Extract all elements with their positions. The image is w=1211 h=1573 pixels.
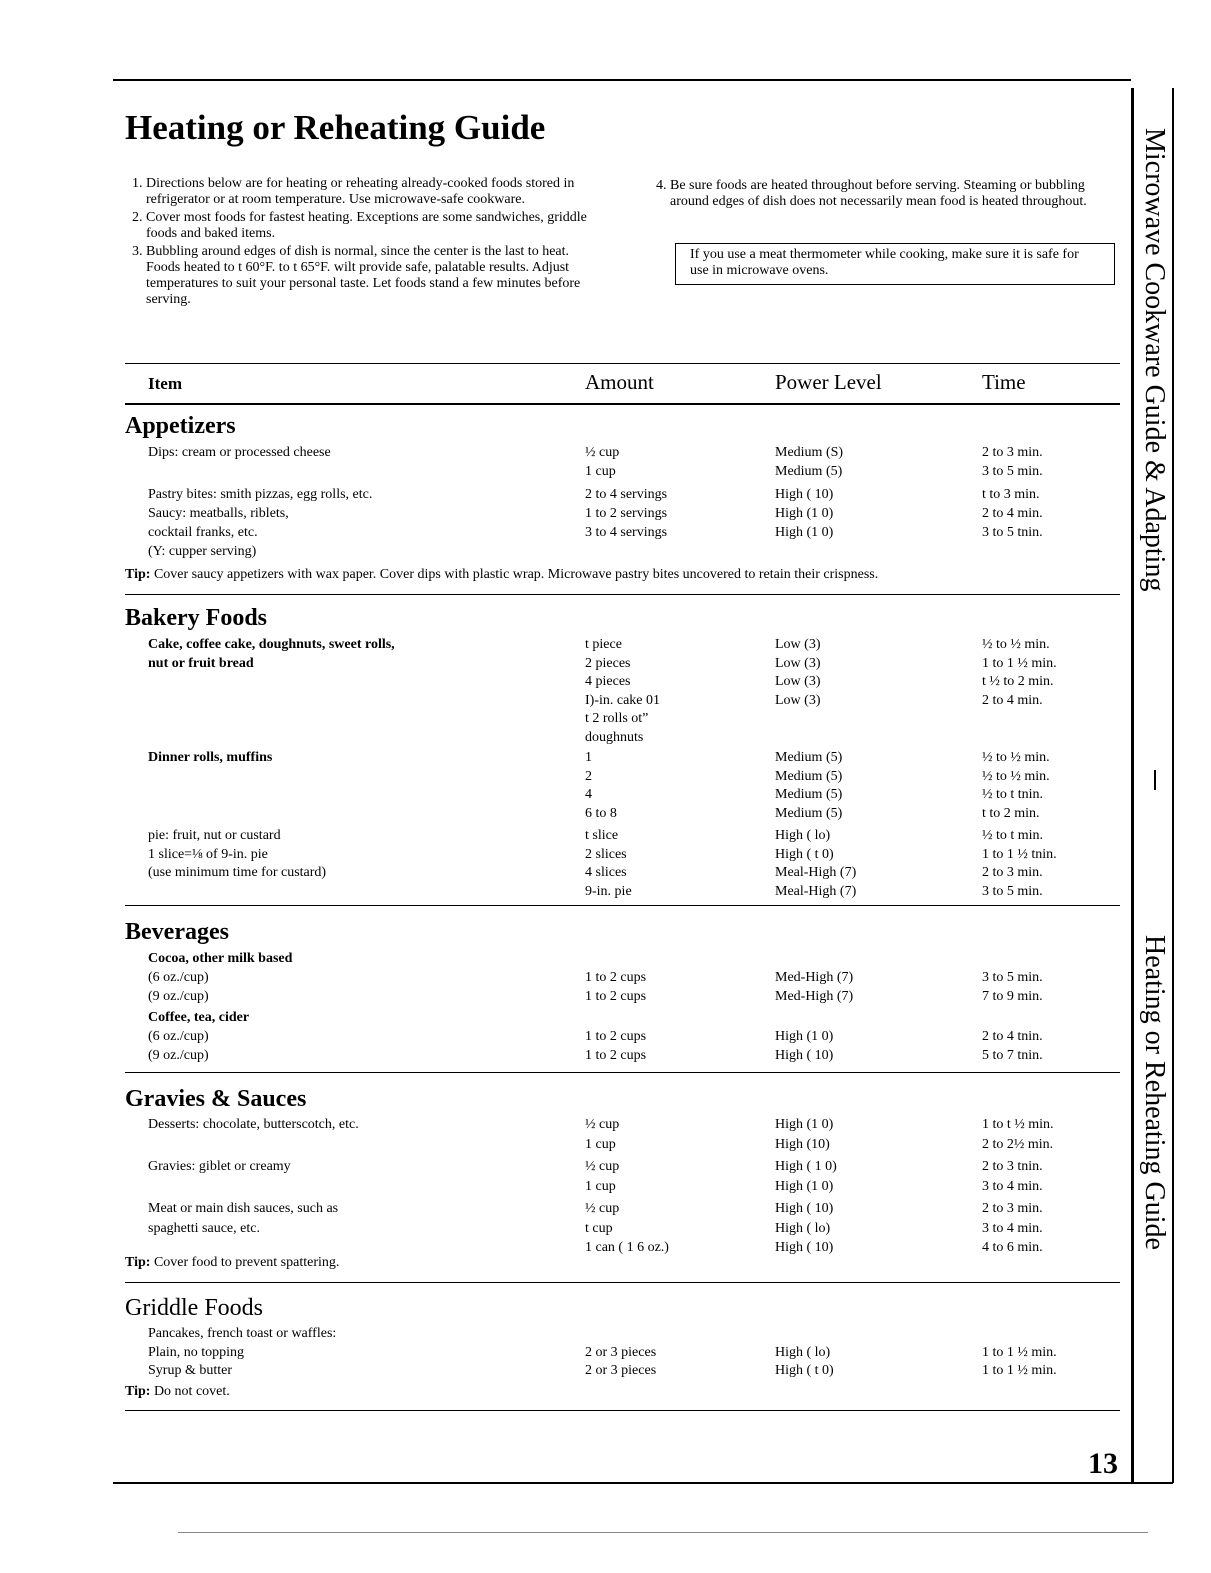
cell-power: Medium (5) — [775, 805, 843, 821]
cell-amount: 1 to 2 servings — [585, 506, 668, 521]
tip-gravies — [125, 1255, 339, 1271]
cell-item: Coffee, tea, cider — [148, 1010, 250, 1025]
cell-item: Syrup & butter — [148, 1363, 232, 1378]
cell-amount: 3 to 4 servings — [585, 525, 668, 540]
cell-time: t ½ to 2 min. — [982, 674, 1054, 689]
cell-amount: 1 to 2 cups — [585, 1029, 647, 1044]
cell-power: High ( 10) — [775, 1048, 834, 1063]
cell-item: (Y: cupper serving) — [148, 544, 257, 559]
cell-time: ½ to ½ min. — [982, 768, 1050, 784]
cell-amount: 2 or 3 pieces — [585, 1344, 657, 1360]
cell-item: cocktail franks, etc. — [148, 525, 258, 540]
section-rule — [125, 1410, 1120, 1411]
cell-power: Medium (5) — [775, 768, 843, 784]
cell-amount: 4 pieces — [585, 674, 631, 689]
cell-time: 2 to 3 min. — [982, 1201, 1043, 1216]
cell-amount: 1 — [585, 750, 592, 765]
cell-power: High ( t 0) — [775, 1363, 834, 1378]
cell-item: Gravies: giblet or creamy — [148, 1159, 291, 1174]
cell-time: 1 to 1 ½ min. — [982, 1363, 1057, 1378]
intro-right — [652, 178, 1114, 212]
cell-amount: 2 slices — [585, 846, 627, 862]
cell-amount: 4 slices — [585, 865, 627, 880]
cell-time: ½ to t tnin. — [982, 787, 1044, 802]
cell-item: nut or fruit bread — [148, 655, 254, 671]
cell-power: Low (3) — [775, 674, 821, 689]
cell-item: Desserts: chocolate, butterscotch, etc. — [148, 1117, 359, 1132]
cell-time: 2 to 3 min. — [982, 445, 1043, 460]
cell-item: Cake, coffee cake, doughnuts, sweet rolls, — [148, 637, 395, 652]
cell-power: High ( 10) — [775, 1240, 834, 1255]
cell-power: High ( lo) — [775, 828, 831, 843]
cell-power: High ( t 0) — [775, 846, 834, 862]
cell-item: (use minimum time for custard) — [148, 865, 327, 880]
cell-amount: 1 to 2 cups — [585, 1048, 647, 1063]
cell-time: t to 2 min. — [982, 805, 1040, 821]
tip-griddle — [125, 1384, 230, 1400]
cell-power: Medium (5) — [775, 787, 843, 802]
footer-rule — [178, 1532, 1148, 1533]
cell-amount: 1 cup — [585, 464, 616, 479]
column-header-item: Item — [148, 374, 182, 393]
cell-time: 3 to 5 min. — [982, 464, 1043, 479]
intro-item-1: 1. Directions below are for heating or reheating already-cooked foods stored in refrigerator or at room temperature. Use microwave-safe cookware. — [146, 176, 590, 208]
cell-item: Dips: cream or processed cheese — [148, 445, 331, 460]
top-rule — [113, 79, 1131, 81]
intro-item-2: 2. Cover most foods for fastest heating. Exceptions are some sandwiches, griddle foods and baked items. — [146, 210, 590, 242]
cell-item: 1 slice=⅛ of 9-in. pie — [148, 846, 268, 862]
cell-time: 2 to 3 min. — [982, 865, 1043, 880]
cell-amount: 1 can ( 1 6 oz.) — [585, 1240, 669, 1255]
cell-time: 3 to 4 min. — [982, 1178, 1043, 1194]
cell-time: ½ to ½ min. — [982, 750, 1050, 765]
cell-item: Pancakes, french toast or waffles: — [148, 1326, 337, 1341]
cell-power: High ( 10) — [775, 1201, 834, 1216]
cell-amount: ½ cup — [585, 445, 620, 460]
cell-power: Meal-High (7) — [775, 865, 857, 880]
cell-item: Saucy: meatballs, riblets, — [148, 506, 289, 521]
tip-text: Cover saucy appetizers with wax paper. Cover dips with plastic wrap. Microwave pastry bites uncovered to retain their crispness. — [153, 567, 879, 582]
cell-amount: 2 or 3 pieces — [585, 1363, 657, 1378]
tip-text: Cover food to prevent spattering. — [153, 1255, 340, 1270]
tip-appetizers — [125, 567, 878, 583]
cell-power: High (1 0) — [775, 525, 834, 540]
cell-power: Med-High (7) — [775, 970, 854, 985]
cell-time: 2 to 2½ min. — [982, 1136, 1054, 1152]
cell-item: Pastry bites: smith pizzas, egg rolls, etc. — [148, 487, 373, 502]
cell-power: Low (3) — [775, 637, 821, 652]
intro-item-4: 4. Be sure foods are heated throughout before serving. Steaming or bubbling around edges of dish does not necessarily mean food is heated throughout. — [670, 178, 1114, 210]
table-top-rule — [125, 363, 1120, 364]
cell-amount: 2 — [585, 768, 592, 784]
cell-time: 3 to 4 min. — [982, 1220, 1043, 1236]
cell-power: Meal-High (7) — [775, 883, 857, 899]
tip-label: Tip: — [125, 1384, 151, 1399]
cell-time: 2 to 4 min. — [982, 692, 1043, 708]
cell-time: 1 to 1 ½ min. — [982, 1344, 1057, 1360]
side-tab-divider — [1154, 770, 1156, 790]
side-tab-bottom-label: Heating or Reheating Guide — [1139, 935, 1170, 1250]
column-header-amount: Amount — [585, 370, 654, 394]
cell-amount: 1 to 2 cups — [585, 989, 647, 1004]
side-tab-top-label: Microwave Cookware Guide & Adapting — [1139, 128, 1170, 592]
cell-amount: 1 cup — [585, 1178, 616, 1194]
cell-amount: t slice — [585, 828, 619, 843]
column-header-power: Power Level — [775, 370, 882, 394]
cell-amount: 9-in. pie — [585, 883, 632, 899]
thermometer-note: If you use a meat thermometer while cooking, make sure it is safe for use in microwave ovens. — [675, 243, 1115, 285]
cell-power: High ( lo) — [775, 1220, 831, 1236]
cell-amount: 6 to 8 — [585, 805, 617, 821]
cell-time: 2 to 3 tnin. — [982, 1159, 1043, 1174]
cell-amount: 1 cup — [585, 1136, 616, 1152]
cell-amount: ½ cup — [585, 1159, 620, 1174]
cell-time: 2 to 4 tnin. — [982, 1029, 1043, 1044]
cell-item: Meat or main dish sauces, such as — [148, 1201, 339, 1216]
section-title-beverages: Beverages — [125, 919, 229, 945]
cell-item: (6 oz./cup) — [148, 1029, 209, 1044]
cell-power: High (1 0) — [775, 506, 834, 521]
cell-time: 1 to 1 ½ min. — [982, 655, 1057, 671]
side-tab-left-rule — [1131, 88, 1134, 1483]
section-title-griddle: Griddle Foods — [125, 1295, 263, 1321]
cell-item: pie: fruit, nut or custard — [148, 828, 281, 843]
tip-text: Do not covet. — [153, 1384, 230, 1399]
cell-amount: 2 to 4 servings — [585, 487, 668, 502]
intro-left — [128, 176, 590, 310]
cell-amount: 2 pieces — [585, 655, 631, 671]
cell-power: Med-High (7) — [775, 989, 854, 1004]
cell-power: High ( 10) — [775, 487, 834, 502]
cell-amount: doughnuts — [585, 729, 644, 745]
tip-label: Tip: — [125, 567, 151, 582]
cell-time: 4 to 6 min. — [982, 1240, 1043, 1255]
column-header-time: Time — [982, 370, 1026, 394]
cell-amount: t 2 rolls ot” — [585, 711, 649, 726]
bottom-rule — [113, 1482, 1173, 1484]
intro-item-3: 3. Bubbling around edges of dish is normal, since the center is the last to heat. Foods heated to t 60°F. to t 65°F. wilt provide safe, palatable results. Adjust temperatures to suit your personal taste. Let foods stand a few minutes before serving. — [146, 244, 590, 308]
cell-item: spaghetti sauce, etc. — [148, 1220, 260, 1236]
section-rule — [125, 1282, 1120, 1283]
section-rule — [125, 905, 1120, 906]
cell-power: Low (3) — [775, 692, 821, 708]
cell-power: High (1 0) — [775, 1117, 834, 1132]
cell-item: (9 oz./cup) — [148, 989, 209, 1004]
section-title-bakery: Bakery Foods — [125, 605, 268, 631]
cell-item: Dinner rolls, muffins — [148, 750, 273, 765]
cell-time: ½ to t min. — [982, 828, 1044, 843]
cell-item: (6 oz./cup) — [148, 970, 209, 985]
section-rule — [125, 594, 1120, 595]
cell-item: (9 oz./cup) — [148, 1048, 209, 1063]
cell-power: High (1 0) — [775, 1029, 834, 1044]
cell-time: 3 to 5 min. — [982, 970, 1043, 985]
cell-item: Plain, no topping — [148, 1344, 245, 1360]
section-title-gravies: Gravies & Sauces — [125, 1086, 307, 1112]
page-title: Heating or Reheating Guide — [125, 108, 546, 147]
cell-power: Medium (S) — [775, 445, 844, 460]
cell-time: 2 to 4 min. — [982, 506, 1043, 521]
cell-amount: t cup — [585, 1220, 613, 1236]
page-number: 13 — [1088, 1447, 1118, 1480]
cell-power: Medium (5) — [775, 750, 843, 765]
cell-time: 1 to 1 ½ tnin. — [982, 846, 1057, 862]
cell-power: High (10) — [775, 1136, 830, 1152]
table-header-rule — [125, 403, 1120, 405]
cell-amount: 4 — [585, 787, 592, 802]
side-tab-right-rule — [1172, 88, 1174, 1483]
cell-time: 1 to t ½ min. — [982, 1117, 1054, 1132]
cell-power: High ( 1 0) — [775, 1159, 837, 1174]
cell-power: High (1 0) — [775, 1178, 834, 1194]
cell-power: High ( lo) — [775, 1344, 831, 1360]
cell-time: ½ to ½ min. — [982, 637, 1050, 652]
tip-label: Tip: — [125, 1255, 151, 1270]
cell-amount: I)-in. cake 01 — [585, 692, 661, 708]
cell-power: Medium (5) — [775, 464, 843, 479]
section-rule — [125, 1072, 1120, 1073]
cell-time: 3 to 5 min. — [982, 883, 1043, 899]
cell-time: 3 to 5 tnin. — [982, 525, 1043, 540]
cell-time: 7 to 9 min. — [982, 989, 1043, 1004]
cell-time: 5 to 7 tnin. — [982, 1048, 1043, 1063]
cell-item: Cocoa, other milk based — [148, 951, 293, 966]
cell-power: Low (3) — [775, 655, 821, 671]
cell-amount: ½ cup — [585, 1117, 620, 1132]
section-title-appetizers: Appetizers — [125, 413, 236, 439]
cell-time: t to 3 min. — [982, 487, 1040, 502]
cell-amount: t piece — [585, 637, 622, 652]
cell-amount: 1 to 2 cups — [585, 970, 647, 985]
cell-amount: ½ cup — [585, 1201, 620, 1216]
